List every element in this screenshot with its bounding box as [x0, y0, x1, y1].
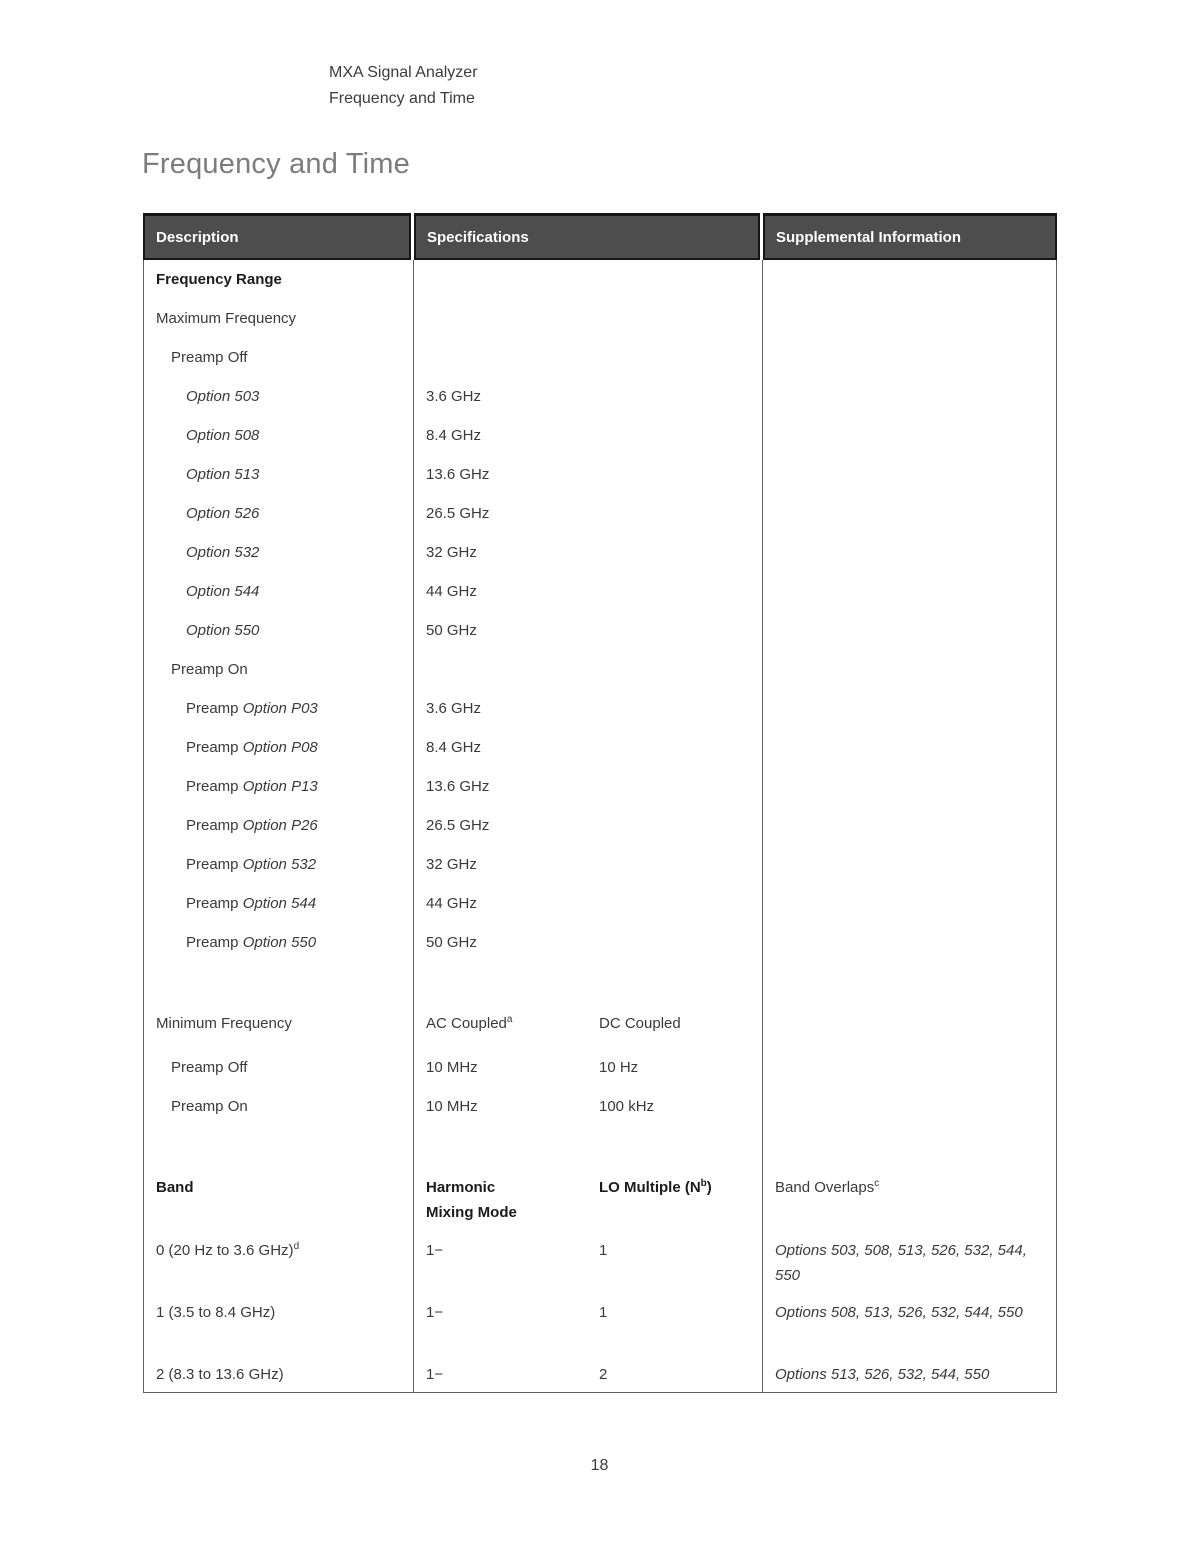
running-header [329, 60, 478, 112]
spec-value: 10 MHz [426, 1059, 478, 1076]
table-row [144, 1173, 1056, 1236]
spec-value: 3.6 GHz [426, 700, 482, 717]
sub-column-label: AC Coupled [426, 1015, 507, 1032]
table-row [144, 580, 1056, 619]
band-label: 1 (3.5 to 8.4 GHz) [156, 1304, 276, 1321]
option-label [144, 814, 414, 853]
mixing-mode-value: 1− [426, 1304, 444, 1321]
option-label: Option 544 [186, 583, 260, 600]
section-heading: Band [156, 1179, 194, 1196]
overlaps-label: Band Overlaps [775, 1179, 875, 1196]
option-label: Option 526 [186, 505, 260, 522]
table-row [144, 658, 1056, 697]
option-name: Option P13 [242, 778, 318, 795]
option-label: Option 508 [186, 427, 260, 444]
table-row [144, 1360, 1056, 1393]
spec-value: 13.6 GHz [426, 778, 490, 795]
table-row [144, 1012, 1056, 1056]
option-label [144, 892, 414, 931]
section-heading: Frequency Range [156, 271, 282, 288]
row-label: Minimum Frequency [156, 1015, 292, 1032]
row-spacer [144, 970, 1056, 1012]
sub-column-header: DC Coupled [599, 1015, 681, 1032]
sub-column-header: Harmonic Mixing Mode [426, 1179, 517, 1221]
spec-value: 13.6 GHz [426, 466, 490, 483]
spec-table [143, 213, 1057, 1393]
row-label: Maximum Frequency [156, 310, 297, 327]
footnote-ref: b [700, 1178, 707, 1189]
table-row [144, 1236, 1056, 1298]
spec-value: 3.6 GHz [426, 388, 482, 405]
row-label: Preamp Off [171, 349, 248, 366]
column-divider [762, 260, 763, 1392]
option-name: Option 544 [242, 895, 317, 912]
spec-value: 44 GHz [426, 895, 477, 912]
spec-value: 10 MHz [426, 1098, 478, 1115]
option-name: Option P26 [242, 817, 318, 834]
preamp-prefix: Preamp [186, 934, 243, 951]
table-row [144, 541, 1056, 580]
mixing-mode-value: 1− [426, 1242, 444, 1259]
spec-value: 44 GHz [426, 583, 477, 600]
band-overlaps-value: Options 508, 513, 526, 532, 544, 550 [775, 1304, 1023, 1321]
spec-value: 50 GHz [426, 622, 477, 639]
band-overlaps-value: Options 513, 526, 532, 544, 550 [775, 1366, 990, 1383]
table-row [144, 385, 1056, 424]
spec-value: 26.5 GHz [426, 817, 490, 834]
spec-value: 50 GHz [426, 934, 477, 951]
table-body [143, 260, 1057, 1393]
page-number: 18 [590, 1457, 609, 1474]
table-row [144, 619, 1056, 658]
row-label: Preamp On [171, 1098, 248, 1115]
running-header-section: Frequency and Time [329, 90, 475, 107]
spec-value: 26.5 GHz [426, 505, 490, 522]
lo-multiple-value: 2 [599, 1366, 608, 1383]
spec-value: 10 Hz [599, 1059, 639, 1076]
band-label [144, 1236, 414, 1298]
table-row [144, 1298, 1056, 1360]
page-title: Frequency and Time [142, 148, 410, 180]
preamp-prefix: Preamp [186, 817, 243, 834]
option-label [144, 736, 414, 775]
table-row [144, 1095, 1056, 1134]
footnote-ref: d [293, 1241, 300, 1252]
table-row [144, 424, 1056, 463]
lo-multiple-label: LO Multiple (N [599, 1179, 701, 1196]
option-name: Option 532 [242, 856, 317, 873]
lo-multiple-close: ) [706, 1179, 712, 1196]
option-label: Option 550 [186, 622, 260, 639]
spec-value: 32 GHz [426, 856, 477, 873]
table-row [144, 346, 1056, 385]
option-name: Option P08 [242, 739, 318, 756]
option-label [144, 931, 414, 970]
option-label: Option 503 [186, 388, 260, 405]
row-label: Preamp Off [171, 1059, 248, 1076]
option-label [144, 697, 414, 736]
option-name: Option P03 [242, 700, 318, 717]
running-header-product: MXA Signal Analyzer [329, 64, 478, 81]
preamp-prefix: Preamp [186, 739, 243, 756]
sub-column-header [763, 1173, 1056, 1236]
lo-multiple-value: 1 [599, 1242, 608, 1259]
row-spacer [144, 1134, 1056, 1173]
option-name: Option 550 [242, 934, 317, 951]
column-header-supplemental: Supplemental Information [763, 213, 1057, 260]
spec-value: 8.4 GHz [426, 427, 482, 444]
lo-multiple-value: 1 [599, 1304, 608, 1321]
spec-value: 32 GHz [426, 544, 477, 561]
row-label: Preamp On [171, 661, 248, 678]
sub-column-header [587, 1173, 763, 1236]
spec-value: 8.4 GHz [426, 739, 482, 756]
column-divider [413, 260, 414, 1392]
table-row [144, 307, 1056, 346]
table-row [144, 853, 1056, 892]
option-label: Option 513 [186, 466, 260, 483]
preamp-prefix: Preamp [186, 895, 243, 912]
table-row [144, 697, 1056, 736]
table-row [144, 931, 1056, 970]
band-label: 2 (8.3 to 13.6 GHz) [156, 1366, 284, 1383]
table-header-row [143, 213, 1057, 260]
table-row [144, 1056, 1056, 1095]
column-header-specifications: Specifications [414, 213, 760, 260]
table-row [144, 736, 1056, 775]
band-range: 0 (20 Hz to 3.6 GHz) [156, 1242, 294, 1259]
option-label [144, 853, 414, 892]
preamp-prefix: Preamp [186, 778, 243, 795]
footnote-ref: c [874, 1178, 880, 1189]
sub-column-header [414, 1012, 587, 1056]
table-row [144, 892, 1056, 931]
option-label [144, 775, 414, 814]
option-label: Option 532 [186, 544, 260, 561]
footnote-ref: a [506, 1014, 513, 1025]
table-row [144, 502, 1056, 541]
preamp-prefix: Preamp [186, 856, 243, 873]
spec-value: 100 kHz [599, 1098, 655, 1115]
table-row [144, 268, 1056, 307]
table-row [144, 775, 1056, 814]
band-overlaps-value: Options 503, 508, 513, 526, 532, 544, 550 [775, 1242, 1027, 1284]
mixing-mode-value: 1− [426, 1366, 444, 1383]
column-header-description: Description [143, 213, 411, 260]
table-row [144, 814, 1056, 853]
preamp-prefix: Preamp [186, 700, 243, 717]
table-row [144, 463, 1056, 502]
